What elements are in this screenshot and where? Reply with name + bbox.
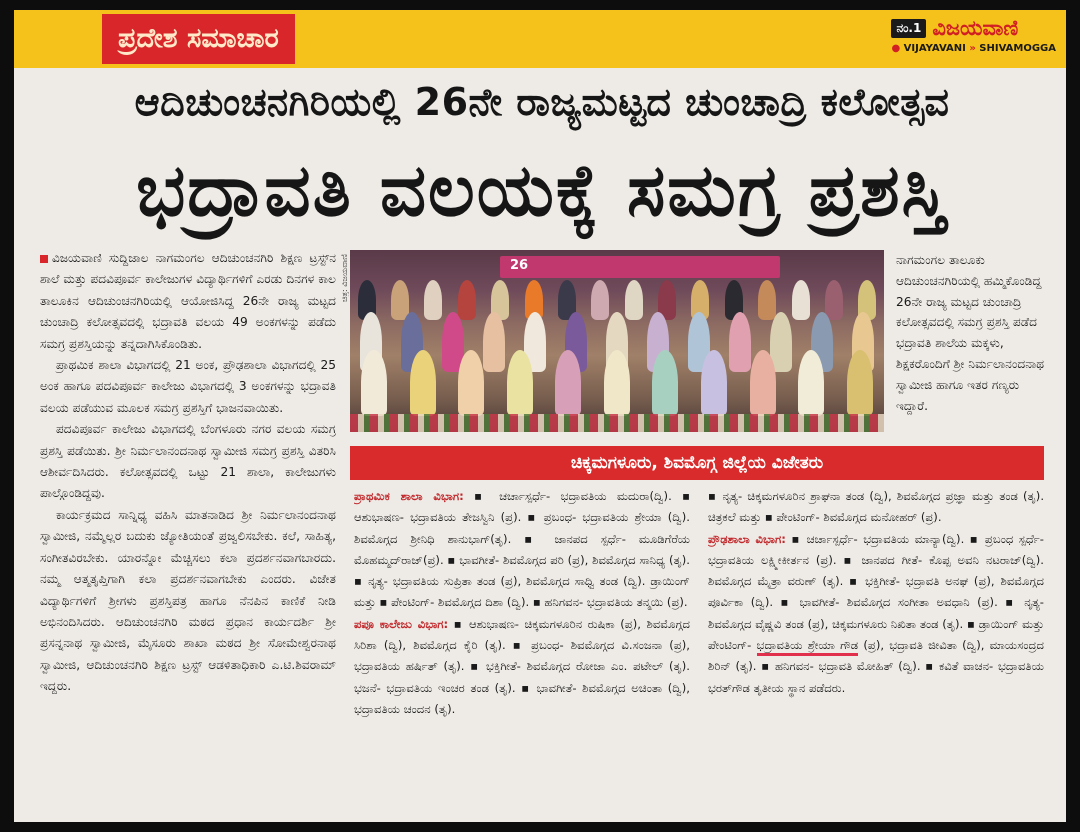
- winners-heading: ಚಿಕ್ಕಮಗಳೂರು, ಶಿವಮೊಗ್ಗ ಜಿಲ್ಲೆಯ ವಿಜೇತರು: [350, 446, 1044, 480]
- winners-list: [354, 486, 1044, 816]
- paragraph-3: ಪದವಿಪೂರ್ವ ಕಾಲೇಜು ವಿಭಾಗದಲ್ಲಿ ಬೆಂಗಳೂರು ನಗರ ವಲಯ ಸಮಗ್ರ ಪ್ರಶಸ್ತಿ ಪಡೆಯಿತು. ಶ್ರೀ ನಿರ್ಮಲಾನಂದನಾಥ ಸ್ವಾಮೀಜಿ ಸಮಗ್ರ ಪ್ರಶಸ್ತಿ ವಿತರಿಸಿ ಆಶೀರ್ವದಿಸಿದರು. ಕಲೋತ್ಸವದಲ್ಲಿ ಒಟ್ಟು 21 ಶಾಲಾ, ಕಾಲೇಜುಗಳು ಪಾಲ್ಗೊಂಡಿದ್ದವು.: [40, 422, 336, 501]
- brand-sub-right: SHIVAMOGGA: [979, 43, 1056, 54]
- headline-main: ಭದ್ರಾವತಿ ವಲಯಕ್ಕೆ ಸಮಗ್ರ ಪ್ರಶಸ್ತಿ: [136, 148, 948, 232]
- flower-decoration: [350, 414, 884, 432]
- crowd-front-row: [350, 350, 884, 416]
- category-label-puc: ಪಪೂ ಕಾಲೇಜು ವಿಭಾಗ:: [354, 616, 449, 631]
- paragraph-2: ಪ್ರಾಥಮಿಕ ಶಾಲಾ ವಿಭಾಗದಲ್ಲಿ 21 ಅಂಕ, ಪ್ರೌಢಶಾಲಾ ವಿಭಾಗದಲ್ಲಿ 25 ಅಂಕ ಹಾಗೂ ಪದವಿಪೂರ್ವ ಕಾಲೇಜು ವಿಭಾಗದಲ್ಲಿ 3 ಅಂಕಗಳನ್ನು ಭದ್ರಾವತಿ ವಲಯ ಪಡೆಯುವ ಮೂಲಕ ಸಮಗ್ರ ಪ್ರಶಸ್ತಿಗೆ ಭಾಜನವಾಯಿತು.: [40, 358, 336, 415]
- category-label-highschool: ಪ್ರೌಢಶಾಲಾ ವಿಭಾಗ:: [708, 531, 786, 546]
- brand-badge: ನಂ.1: [891, 19, 926, 38]
- highschool-winners-a: ▪ ಚರ್ಚಾಸ್ಪರ್ಧೆ- ಭದ್ರಾವತಿಯ ಮಾನ್ಯಾ(ದ್ವಿ). ▪ ಪ್ರಬಂಧ ಸ್ಪರ್ಧೆ- ಭದ್ರಾವತಿಯ ಲಕ್ಷ್ಮೀಕೀರ್ತನ (ಪ್ರ). ▪ ಜಾನಪದ ಗೀತೆ- ಕೊಪ್ಪ ಅವನಿ ನಟರಾಜ್(ದ್ವಿ). ಶಿವಮೊಗ್ಗದ ಮೈತ್ರಾ ವರುಣ್ (ತೃ). ▪ ಭಕ್ತಿಗೀತೆ- ಭದ್ರಾವತಿ ಅನಘ (ಪ್ರ), ಶಿವಮೊಗ್ಗದ ಪೂರ್ವಿಕಾ (ದ್ವಿ). ▪ ಭಾವಗೀತೆ- ಶಿವಮೊಗ್ಗದ ಸಂಗೀತಾ ಅವಧಾನಿ (ಪ್ರ). ▪ ನೃತ್ಯ- ಶಿವಮೊಗ್ಗದ ವೈಷ್ಣವಿ ತಂಡ (ಪ್ರ), ಚಿಕ್ಕಮಗಳೂರು ನಿಖಿತಾ ತಂಡ (ತೃ). ▪ ಡ್ರಾಯಿಂಗ್ ಮತ್ತು ಪೇಂಟಿಂಗ್-: [708, 531, 1044, 653]
- brand-logo: [891, 16, 1056, 54]
- section-tag: ಪ್ರದೇಶ ಸಮಾಚಾರ: [102, 14, 295, 64]
- arrow-icon: »: [969, 43, 976, 54]
- article-body: [40, 248, 336, 808]
- stage-banner-text: 26: [510, 258, 529, 273]
- highschool-winners-b: (ಪ್ರ), ಭದ್ರಾವತಿ ಜೀವಿತಾ (ದ್ವಿ), ಮಾಯಸಂದ್ರದ ಶಿರಿನ್ (ತೃ). ▪ ಹನಿಗವನ- ಭದ್ರಾವತಿ ಮೋಹಿತ್ (ದ್ವಿ). ▪ ಕವಿತೆ ವಾಚನ- ಭದ್ರಾವತಿಯ ಭರತ್‌ಗೌಡ ತೃತೀಯ ಸ್ಥಾನ ಪಡೆದರು.: [708, 638, 1044, 695]
- article-paragraph: [40, 248, 336, 355]
- paragraph-4: ಕಾರ್ಯಕ್ರಮದ ಸಾನ್ನಿಧ್ಯ ವಹಿಸಿ ಮಾತನಾಡಿದ ಶ್ರೀ ನಿರ್ಮಲಾನಂದನಾಥ ಸ್ವಾಮೀಜಿ, ನಮ್ಮೆಲ್ಲರ ಬದುಕು ಜ್ಯೋತಿಯಂತೆ ಪ್ರಜ್ವಲಿಸಬೇಕು. ಕಲೆ, ಸಾಹಿತ್ಯ, ಸಂಗೀತವಿರಬೇಕು. ಯಾರನ್ನೋ ಮೆಚ್ಚಿಸಲು ಕಲಾ ಪ್ರದರ್ಶನವಾಗಬಾರದು. ನಮ್ಮ ಆತ್ಮತೃಪ್ತಿಗಾಗಿ ಕಲಾ ಪ್ರದರ್ಶನವಾಗಬೇಕು ಎಂದರು. ವಿಜೇತ ವಿದ್ಯಾರ್ಥಿಗಳಿಗೆ ಶ್ರೀಗಳು ಪ್ರಶಸ್ತಿಪತ್ರ ಹಾಗೂ ನೆನಪಿನ ಕಾಣಿಕೆ ನೀಡಿ ಅಭಿನಂದಿಸಿದರು. ಆದಿಚುಂಚನಗಿರಿ ಮಠದ ಪ್ರಧಾನ ಕಾರ್ಯದರ್ಶಿ ಶ್ರೀ ಪ್ರಸನ್ನನಾಥ ಸ್ವಾಮೀಜಿ, ಮೈಸೂರು ಶಾಖಾ ಮಠದ ಶ್ರೀ ಸೋಮೇಶ್ವರನಾಥ ಸ್ವಾಮೀಜಿ, ಆದಿಚುಂಚನಗಿರಿ ಶಿಕ್ಷಣ ಟ್ರಸ್ಟ್ ಆಡಳಿತಾಧಿಕಾರಿ ಎ.ಟಿ.ಶಿವರಾಮ್ ಇದ್ದರು.: [40, 507, 336, 694]
- masthead-bar: [14, 10, 1066, 68]
- photo-caption: ನಾಗಮಂಗಲ ತಾಲೂಕು ಆದಿಚುಂಚನಗಿರಿಯಲ್ಲಿ ಹಮ್ಮಿಕೊಂಡಿದ್ದ 26ನೇ ರಾಜ್ಯ ಮಟ್ಟದ ಚುಂಚಾದ್ರಿ ಕಲೋತ್ಸವದಲ್ಲಿ ಸಮಗ್ರ ಪ್ರಶಸ್ತಿ ಪಡೆದ ಭದ್ರಾವತಿ ಶಾಲೆಯ ಮಕ್ಕಳು, ಶಿಕ್ಷಕರೊಂದಿಗೆ ಶ್ರೀ ನಿರ್ಮಲಾನಂದನಾಥ ಸ್ವಾಮೀಜಿ ಹಾಗೂ ಇತರ ಗಣ್ಯರು ಇದ್ದಾರೆ.: [896, 253, 1045, 413]
- red-square-icon: [40, 255, 48, 263]
- brand-name: ವಿಜಯವಾಣಿ: [932, 16, 1019, 40]
- category-label-primary: ಪ್ರಾಥಮಿಕ ಶಾಲಾ ವಿಭಾಗ:: [354, 489, 464, 503]
- brand-sub-left: VIJAYAVANI: [903, 43, 966, 54]
- highlighted-winner: ಭದ್ರಾವತಿಯ ಶ್ರೇಯಾ ಗೌಡ: [757, 638, 859, 656]
- dateline: ವಿಜಯವಾಣಿ ಸುದ್ದಿಜಾಲ ನಾಗಮಂಗಲ: [52, 251, 205, 265]
- bullet-dot-icon: ●: [891, 43, 901, 54]
- brand-edition: [891, 43, 1056, 54]
- stage-banner: [500, 256, 780, 278]
- puc-winners: ▪ ಆಶುಭಾಷಣ- ಚಿಕ್ಕಮಗಳೂರಿನ ರುಷಿಕಾ (ಪ್ರ), ಶಿವಮೊಗ್ಗದ ಸಿರಿಶಾ (ದ್ವಿ), ಶಿವಮೊಗ್ಗದ ಕೈರಿ (ತೃ). ▪ ಪ್ರಬಂಧ- ಶಿವಮೊಗ್ಗದ ವಿ.ಸಂಜನಾ (ಪ್ರ), ಭದ್ರಾವತಿಯ ಹರ್ಷಿತ್ (ತೃ). ▪ ಭಕ್ತಿಗೀತೆ- ಶಿವಮೊಗ್ಗದ ರೋಜಾ ಎಂ. ಪಟೇಲ್ (ತೃ). ಭಜನೆ- ಭದ್ರಾವತಿಯ ಇಂಚರ ತಂಡ (ತೃ). ▪ ಭಾವಗೀತೆ- ಶಿವಮೊಗ್ಗದ ಅಚಿಂತಾ (ದ್ವಿ), ಭದ್ರಾವತಿಯ ಚಂದನ (ತೃ).: [354, 616, 690, 716]
- winners-column-2: [708, 486, 1044, 816]
- paragraph-1: ಆದಿಚುಂಚನಗಿರಿ ಶಿಕ್ಷಣ ಟ್ರಸ್ಟ್‌ನ ಶಾಲೆ ಮತ್ತು ಪದವಿಪೂರ್ವ ಕಾಲೇಜುಗಳ ವಿದ್ಯಾರ್ಥಿಗಳಿಗೆ ಎರಡು ದಿನಗಳ ಕಾಲ ತಾಲೂಕಿನ ಆದಿಚುಂಚನಗಿರಿಯಲ್ಲಿ ಆಯೋಜಿಸಿದ್ದ 26ನೇ ರಾಜ್ಯ ಮಟ್ಟದ ಚುಂಚಾದ್ರಿ ಕಲೋತ್ಸವದಲ್ಲಿ ಭದ್ರಾವತಿ ವಲಯ 49 ಅಂಕಗಳನ್ನು ಪಡೆದು ಸಮಗ್ರ ಪ್ರಶಸ್ತಿಯನ್ನು ತನ್ನದಾಗಿಸಿಕೊಂಡಿತು.: [40, 251, 336, 351]
- dance-winners: ▪ ನೃತ್ಯ- ಚಿಕ್ಕಮಗಳೂರಿನ ಶ್ರಾಘನಾ ತಂಡ (ದ್ವಿ), ಶಿವಮೊಗ್ಗದ ಪ್ರಜ್ಞಾ ಮತ್ತು ತಂಡ (ತೃ). ಚಿತ್ರಕಲೆ ಮತ್ತು ▪ ಪೇಂಟಿಂಗ್- ಶಿವಮೊಗ್ಗದ ಮನೋಹರ್ (ಪ್ರ).: [708, 489, 1044, 525]
- winners-column-1: [354, 486, 690, 816]
- group-photo: [350, 250, 884, 432]
- primary-winners: ▪ ಚರ್ಚಾಸ್ಪರ್ಧೆ- ಭದ್ರಾವತಿಯ ಮದುರಾ(ದ್ವಿ). ▪ ಆಶುಭಾಷಣ- ಭದ್ರಾವತಿಯ ತೇಜಸ್ವಿನಿ (ಪ್ರ). ▪ ಪ್ರಬಂಧ- ಭದ್ರಾವತಿಯ ಶ್ರೇಯಾ (ದ್ವಿ). ಶಿವಮೊಗ್ಗದ ಶ್ರೀನಿಧಿ ಶಾನುಭಾಗ್(ತೃ). ▪ ಜಾನಪದ ಸ್ಪರ್ಧೆ- ಮೂಡಿಗೆರೆಯ ಮೊಹಮ್ಮದ್‌ರಾಜ್(ಪ್ರ). ▪ ಭಾವಗೀತೆ- ಶಿವಮೊಗ್ಗದ ಪರಿ (ಪ್ರ), ಶಿವಮೊಗ್ಗದ ಸಾನಿಧ್ಯ (ತೃ). ▪ ನೃತ್ಯ- ಭದ್ರಾವತಿಯ ಸುಪ್ರಿತಾ ತಂಡ (ಪ್ರ), ಶಿವಮೊಗ್ಗದ ಸಾಧ್ವಿ ತಂಡ (ದ್ವಿ). ಡ್ರಾಯಿಂಗ್ ಮತ್ತು ▪ ಪೇಂಟಿಂಗ್- ಶಿವಮೊಗ್ಗದ ದಿಶಾ (ದ್ವಿ). ▪ ಹನಿಗವನ- ಭದ್ರಾವತಿಯ ತನ್ಮಯಿ (ಪ್ರ).: [354, 489, 690, 610]
- newspaper-page: [14, 10, 1066, 822]
- photo-credit: ಚಿತ್ರ: ವಿಜಯವಾಣಿ: [340, 254, 349, 302]
- headline-kicker: ಆದಿಚುಂಚನಗಿರಿಯಲ್ಲಿ 26ನೇ ರಾಜ್ಯಮಟ್ಟದ ಚುಂಚಾದ್ರಿ ಕಲೋತ್ಸವ: [134, 80, 950, 124]
